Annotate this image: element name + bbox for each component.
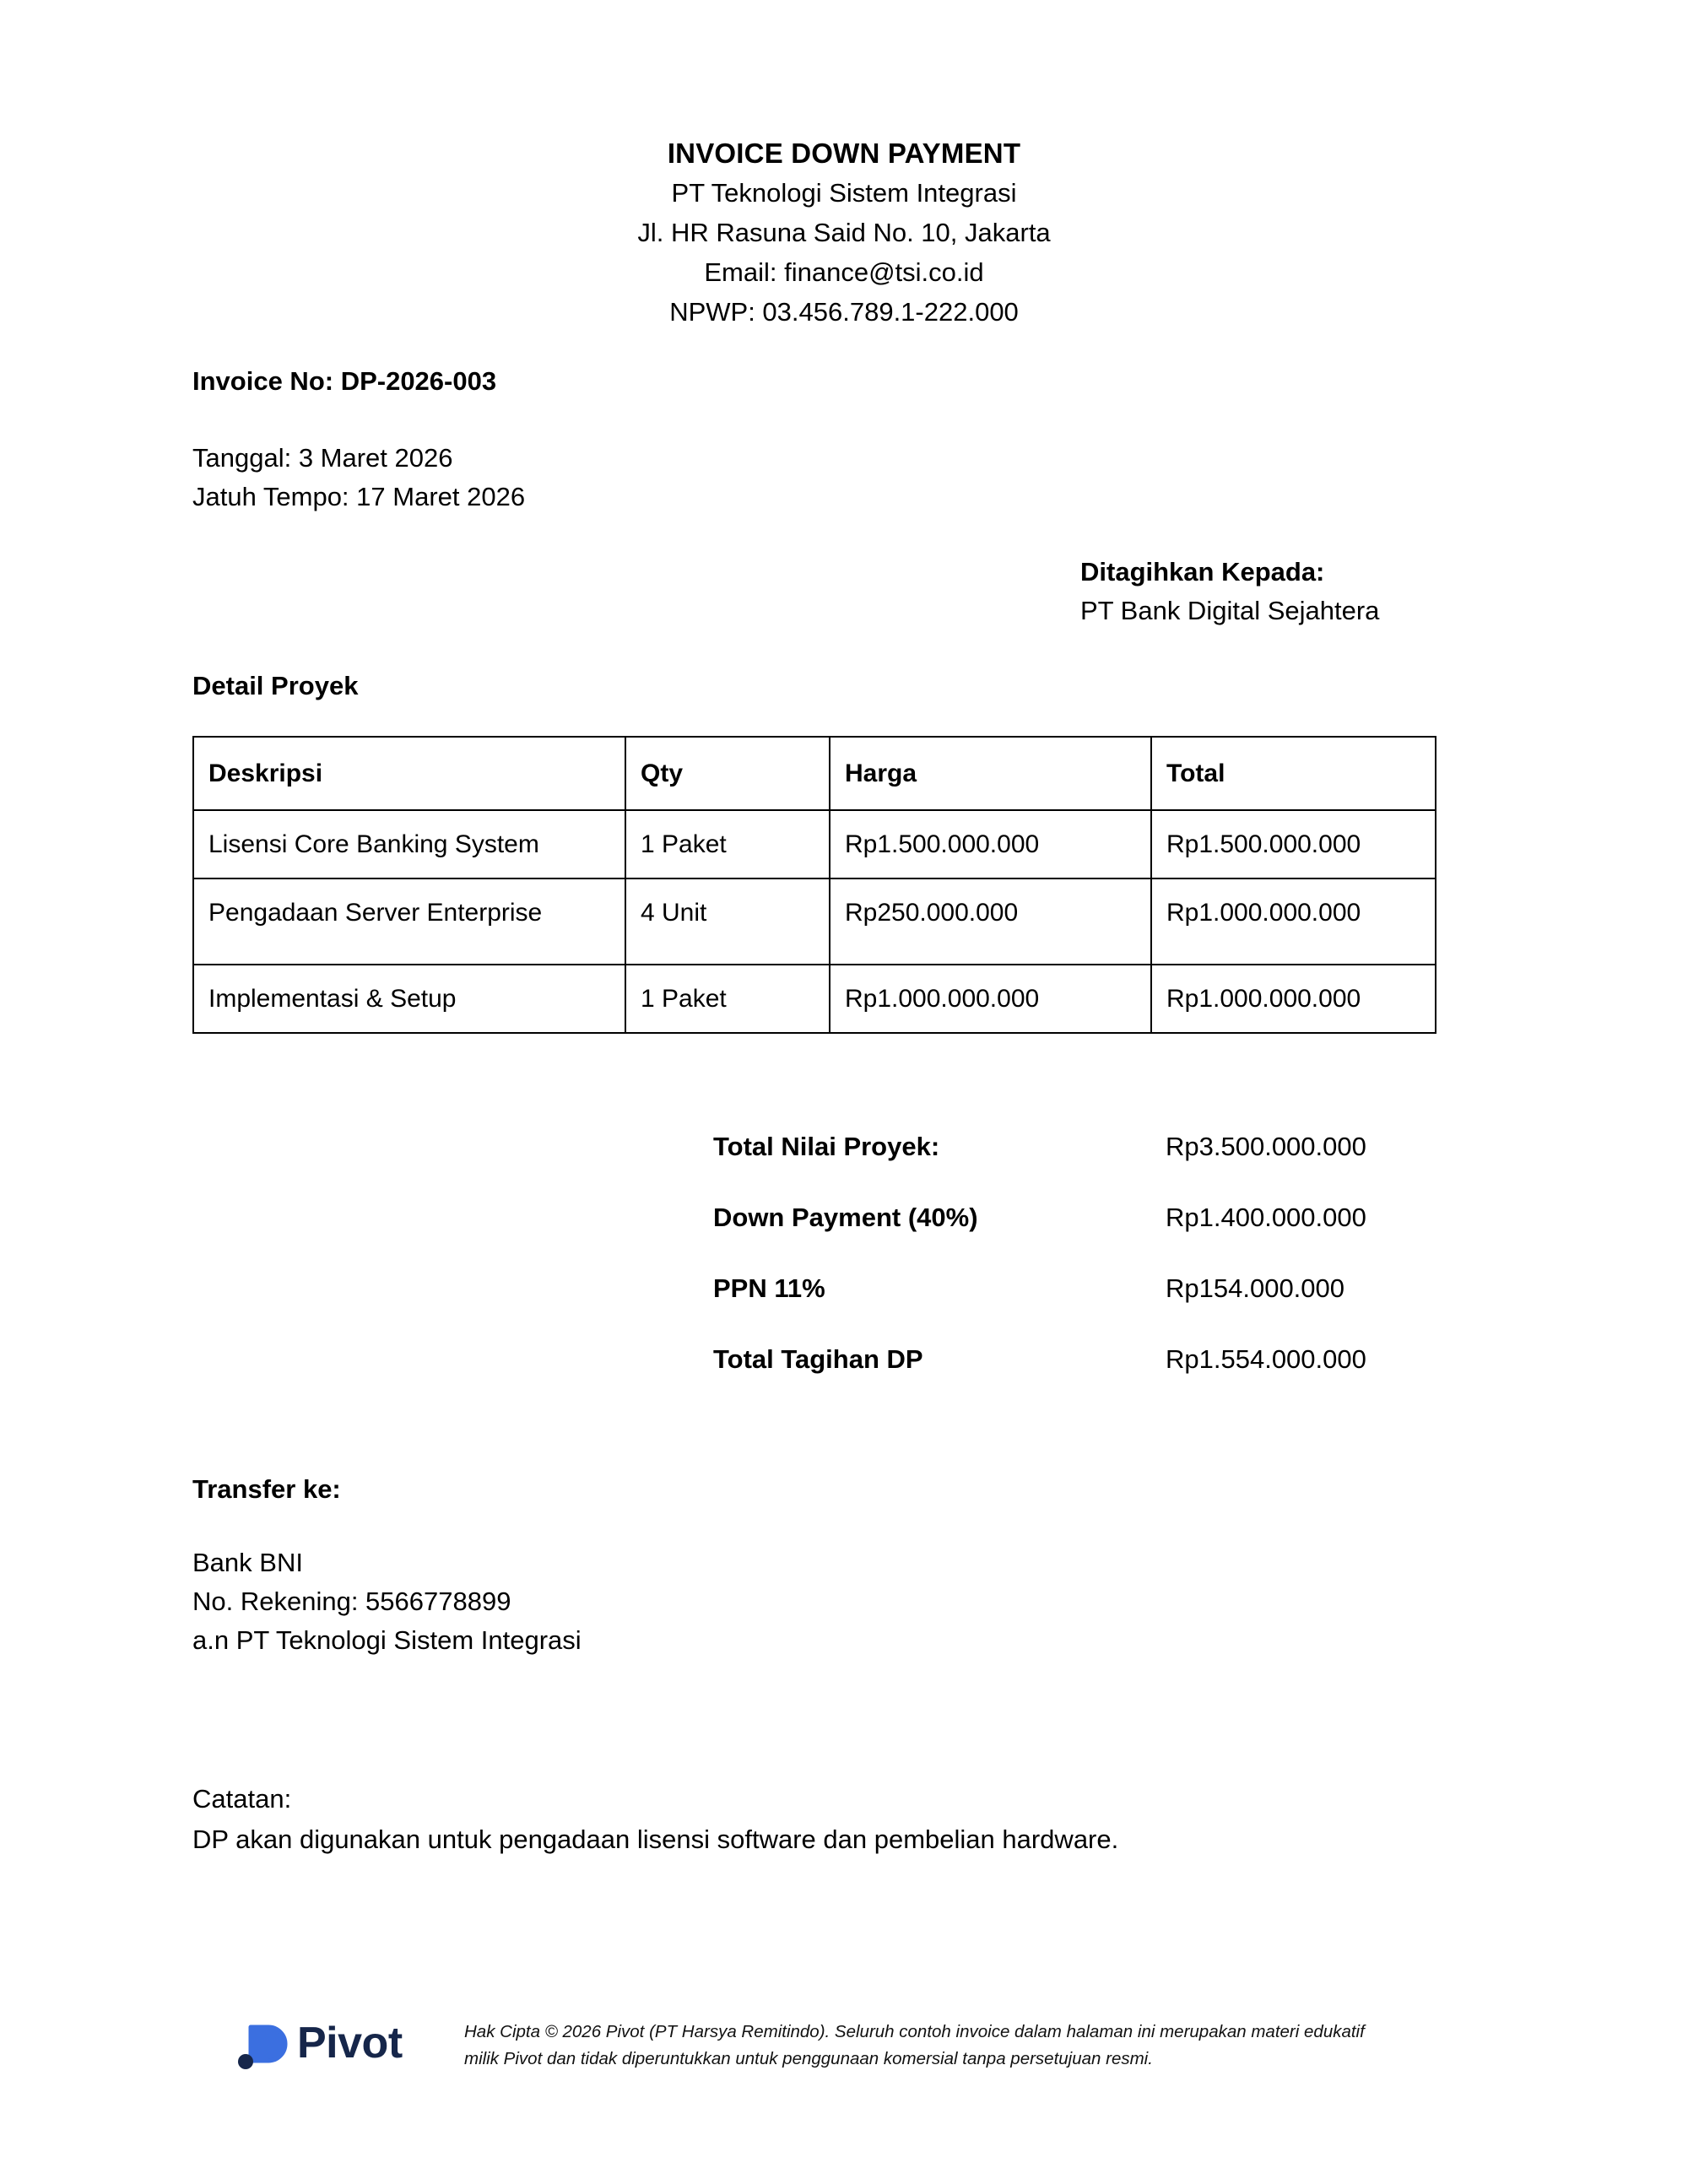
copyright-line-1: Hak Cipta © 2026 Pivot (PT Harsya Remitindo). Seluruh contoh invoice dalam halaman ini merupakan materi edukatif <box>464 2022 1365 2041</box>
cell-price: Rp250.000.000 <box>830 878 1151 965</box>
transfer-account-number: No. Rekening: 5566778899 <box>192 1587 511 1616</box>
totals-label: Total Nilai Proyek: <box>713 1132 940 1161</box>
totals-value: Rp154.000.000 <box>1166 1273 1345 1303</box>
totals-row-project-value <box>713 1131 1435 1163</box>
bill-to-label: Ditagihkan Kepada: <box>1080 557 1325 587</box>
copyright-text <box>464 2019 1511 2073</box>
bill-to-block <box>1080 553 1553 630</box>
totals-label: Total Tagihan DP <box>713 1344 923 1374</box>
totals-row-ppn <box>713 1273 1435 1305</box>
bill-to-name: PT Bank Digital Sejahtera <box>1080 596 1380 625</box>
totals-row-down-payment <box>713 1202 1435 1234</box>
transfer-bank: Bank BNI <box>192 1548 303 1577</box>
cell-total: Rp1.500.000.000 <box>1151 810 1436 878</box>
cell-total: Rp1.000.000.000 <box>1151 965 1436 1033</box>
pivot-logo-wordmark: Pivot <box>297 2019 403 2068</box>
notes-text: DP akan digunakan untuk pengadaan lisensi software dan pembelian hardware. <box>192 1825 1119 1854</box>
company-email: Email: finance@tsi.co.id <box>704 257 984 287</box>
cell-description: Pengadaan Server Enterprise <box>193 878 625 965</box>
page-footer <box>0 1983 1688 2118</box>
copyright-line-2: milik Pivot dan tidak diperuntukkan untuk penggunaan komersial tanpa persetujuan resmi. <box>464 2049 1153 2068</box>
cell-qty: 4 Unit <box>625 878 830 965</box>
notes-block <box>192 1779 1458 1860</box>
transfer-label: Transfer ke: <box>192 1474 341 1504</box>
column-header-harga: Harga <box>830 737 1151 810</box>
column-header-qty: Qty <box>625 737 830 810</box>
project-detail-heading: Detail Proyek <box>192 671 359 700</box>
transfer-details <box>192 1543 1121 1660</box>
items-table <box>192 736 1436 1034</box>
transfer-block <box>192 1473 1121 1660</box>
totals-value: Rp3.500.000.000 <box>1166 1132 1366 1161</box>
invoice-meta <box>192 365 1036 516</box>
totals-block <box>713 1131 1435 1376</box>
cell-price: Rp1.000.000.000 <box>830 965 1151 1033</box>
pivot-logo-mark-icon <box>236 2015 292 2071</box>
totals-value: Rp1.400.000.000 <box>1166 1203 1366 1232</box>
table-row <box>193 810 1436 878</box>
invoice-number: Invoice No: DP-2026-003 <box>192 366 497 396</box>
table-header-row <box>193 737 1436 810</box>
totals-row-grand-total <box>713 1343 1435 1376</box>
company-address: Jl. HR Rasuna Said No. 10, Jakarta <box>637 218 1051 247</box>
cell-qty: 1 Paket <box>625 965 830 1033</box>
company-name: PT Teknologi Sistem Integrasi <box>671 178 1017 208</box>
pivot-logo <box>236 2015 430 2071</box>
cell-description: Lisensi Core Banking System <box>193 810 625 878</box>
page-title: INVOICE DOWN PAYMENT <box>667 138 1021 169</box>
column-header-deskripsi: Deskripsi <box>193 737 625 810</box>
cell-total: Rp1.000.000.000 <box>1151 878 1436 965</box>
items-table-container <box>192 736 1435 1034</box>
invoice-date: Tanggal: 3 Maret 2026 <box>192 443 453 473</box>
company-npwp: NPWP: 03.456.789.1-222.000 <box>669 297 1019 327</box>
document-header <box>0 133 1688 332</box>
totals-label: PPN 11% <box>713 1273 825 1303</box>
invoice-due-date: Jatuh Tempo: 17 Maret 2026 <box>192 482 526 511</box>
table-row <box>193 878 1436 965</box>
cell-price: Rp1.500.000.000 <box>830 810 1151 878</box>
cell-qty: 1 Paket <box>625 810 830 878</box>
totals-value: Rp1.554.000.000 <box>1166 1344 1366 1374</box>
cell-description: Implementasi & Setup <box>193 965 625 1033</box>
invoice-dates <box>192 439 1036 516</box>
table-row <box>193 965 1436 1033</box>
notes-label: Catatan: <box>192 1784 292 1814</box>
totals-label: Down Payment (40%) <box>713 1203 978 1232</box>
column-header-total: Total <box>1151 737 1436 810</box>
transfer-account-name: a.n PT Teknologi Sistem Integrasi <box>192 1625 582 1655</box>
